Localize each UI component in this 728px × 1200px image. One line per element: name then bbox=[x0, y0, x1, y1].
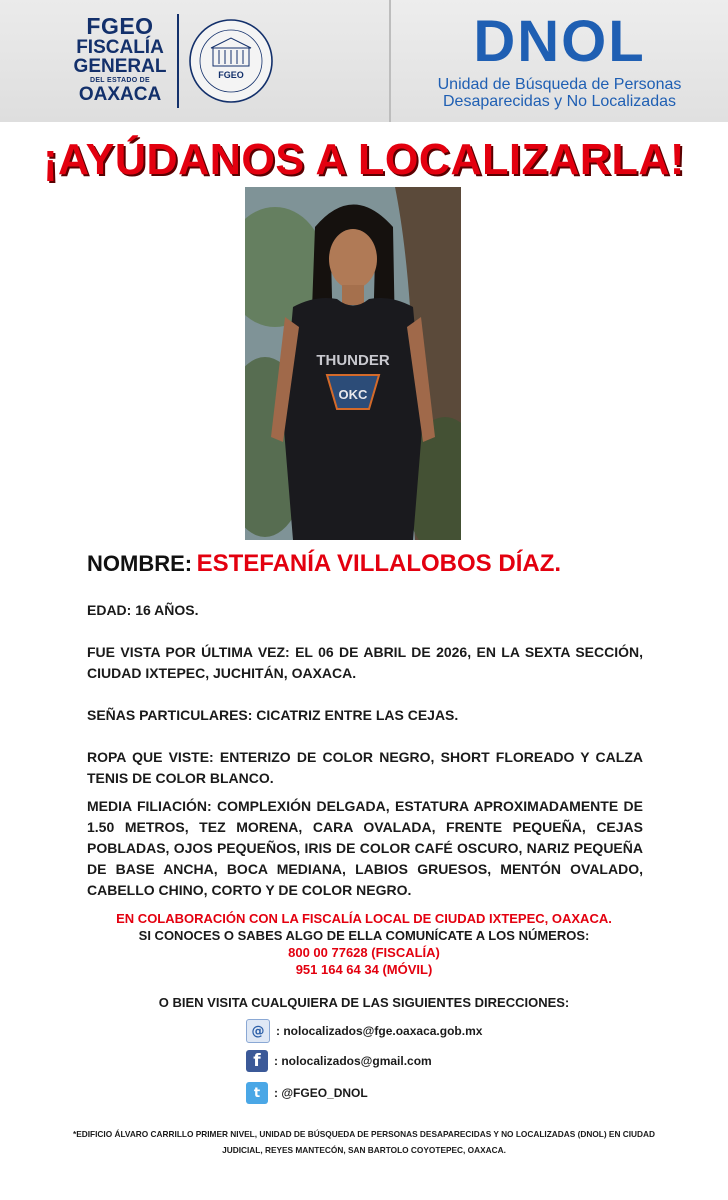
dnol-sub-line1: Unidad de Búsqueda de Personas bbox=[437, 76, 682, 93]
logo-divider bbox=[177, 14, 179, 108]
poster-title: ¡AYÚDANOS A LOCALIZARLA! bbox=[43, 135, 685, 184]
dnol-logo: DNOL bbox=[473, 9, 646, 74]
name-value: ESTEFANÍA VILLALOBOS DÍAZ. bbox=[196, 550, 562, 577]
fiscalia-seal-icon bbox=[188, 18, 274, 104]
contact-twitter-text[interactable]: : @FGEO_DNOL bbox=[274, 1086, 368, 1100]
missing-person-photo bbox=[245, 187, 461, 540]
detail-age: EDAD: 16 AÑOS. bbox=[87, 602, 199, 618]
phone-label-1: (FISCALÍA) bbox=[371, 945, 440, 960]
detail-last-seen: FUE VISTA POR ÚLTIMA VEZ: EL 06 DE ABRIL DE 2026, EN LA SEXTA SECCIÓN, CIUDAD IXTEPEC, JUCHITÁN, OAXACA. bbox=[87, 644, 643, 681]
header bbox=[0, 0, 728, 122]
detail-description: MEDIA FILIACIÓN: COMPLEXIÓN DELGADA, ESTATURA APROXIMADAMENTE DE 1.50 METROS, TEZ MORENA, CARA OVALADA, FRENTE PEQUEÑA, CEJAS POBLADAS, OJOS PEQUEÑOS, IRIS DE COLOR CAFÉ OSCURO, NARIZ PEQUEÑA DE BASE ANCHA, BOCA MEDIANA, LABIOS GRUESOS, MENTÓN OVALADO, CABELLO CHINO, CORTO Y DE COLOR NEGRO. bbox=[87, 798, 643, 898]
fgeo-mark: FGEO bbox=[86, 13, 154, 39]
contact-facebook[interactable] bbox=[246, 1050, 432, 1072]
contact-email[interactable] bbox=[246, 1019, 482, 1043]
phone-label-2: (MÓVIL) bbox=[382, 962, 433, 977]
contact-facebook-text[interactable]: : nolocalizados@gmail.com bbox=[274, 1054, 432, 1068]
collab-line2: SI CONOCES O SABES ALGO DE ELLA COMUNÍCATE A LOS NÚMEROS: bbox=[138, 928, 590, 943]
name-label: NOMBRE: bbox=[87, 551, 193, 576]
dnol-sub-line2: Desaparecidas y No Localizadas bbox=[442, 93, 676, 110]
footnote-address: *EDIFICIO ÁLVARO CARRILLO PRIMER NIVEL, UNIDAD DE BÚSQUEDA DE PERSONAS DESAPARECIDAS Y NO LOCALIZADAS (DNOL) EN CIUDAD JUDICIAL, REYES MANTECÓN, SAN BARTOLO COYOTEPEC, OAXACA. bbox=[72, 1129, 656, 1155]
fgeo-logo bbox=[70, 14, 170, 105]
visit-heading: O BIEN VISITA CUALQUIERA DE LAS SIGUIENTES DIRECCIONES: bbox=[158, 995, 570, 1010]
fgeo-line1: FISCALÍA bbox=[76, 37, 164, 58]
fgeo-line4: OAXACA bbox=[78, 84, 162, 105]
contact-twitter[interactable] bbox=[246, 1082, 368, 1104]
shirt-logo: OKC bbox=[338, 387, 368, 402]
phone-number-2[interactable]: 951 164 64 34 bbox=[295, 962, 379, 977]
twitter-icon: t bbox=[246, 1082, 268, 1104]
seal-center-text: FGEO bbox=[218, 70, 244, 80]
person-name bbox=[87, 550, 561, 578]
fgeo-line3: DEL ESTADO DE bbox=[89, 77, 151, 84]
fgeo-line2: GENERAL bbox=[73, 56, 167, 77]
photo-illustration bbox=[245, 187, 461, 540]
dnol-subtitle bbox=[391, 76, 728, 110]
email-icon: @ bbox=[246, 1019, 270, 1043]
collab-block bbox=[40, 910, 688, 978]
detail-clothing: ROPA QUE VISTE: ENTERIZO DE COLOR NEGRO, SHORT FLOREADO Y CALZA TENIS DE COLOR BLANCO. bbox=[87, 749, 643, 786]
header-right-panel bbox=[391, 0, 728, 122]
header-left-panel bbox=[0, 0, 389, 122]
contact-email-text[interactable]: : nolocalizados@fge.oaxaca.gob.mx bbox=[276, 1024, 483, 1038]
phone-line-1 bbox=[40, 944, 688, 961]
collab-line1: EN COLABORACIÓN CON LA FISCALÍA LOCAL DE CIUDAD IXTEPEC, OAXACA. bbox=[116, 911, 612, 926]
facebook-icon: f bbox=[246, 1050, 268, 1072]
detail-marks: SEÑAS PARTICULARES: CICATRIZ ENTRE LAS CEJAS. bbox=[87, 707, 459, 723]
phone-number-1[interactable]: 800 00 77628 bbox=[288, 945, 368, 960]
shirt-text: THUNDER bbox=[316, 352, 390, 369]
phone-line-2 bbox=[40, 961, 688, 978]
